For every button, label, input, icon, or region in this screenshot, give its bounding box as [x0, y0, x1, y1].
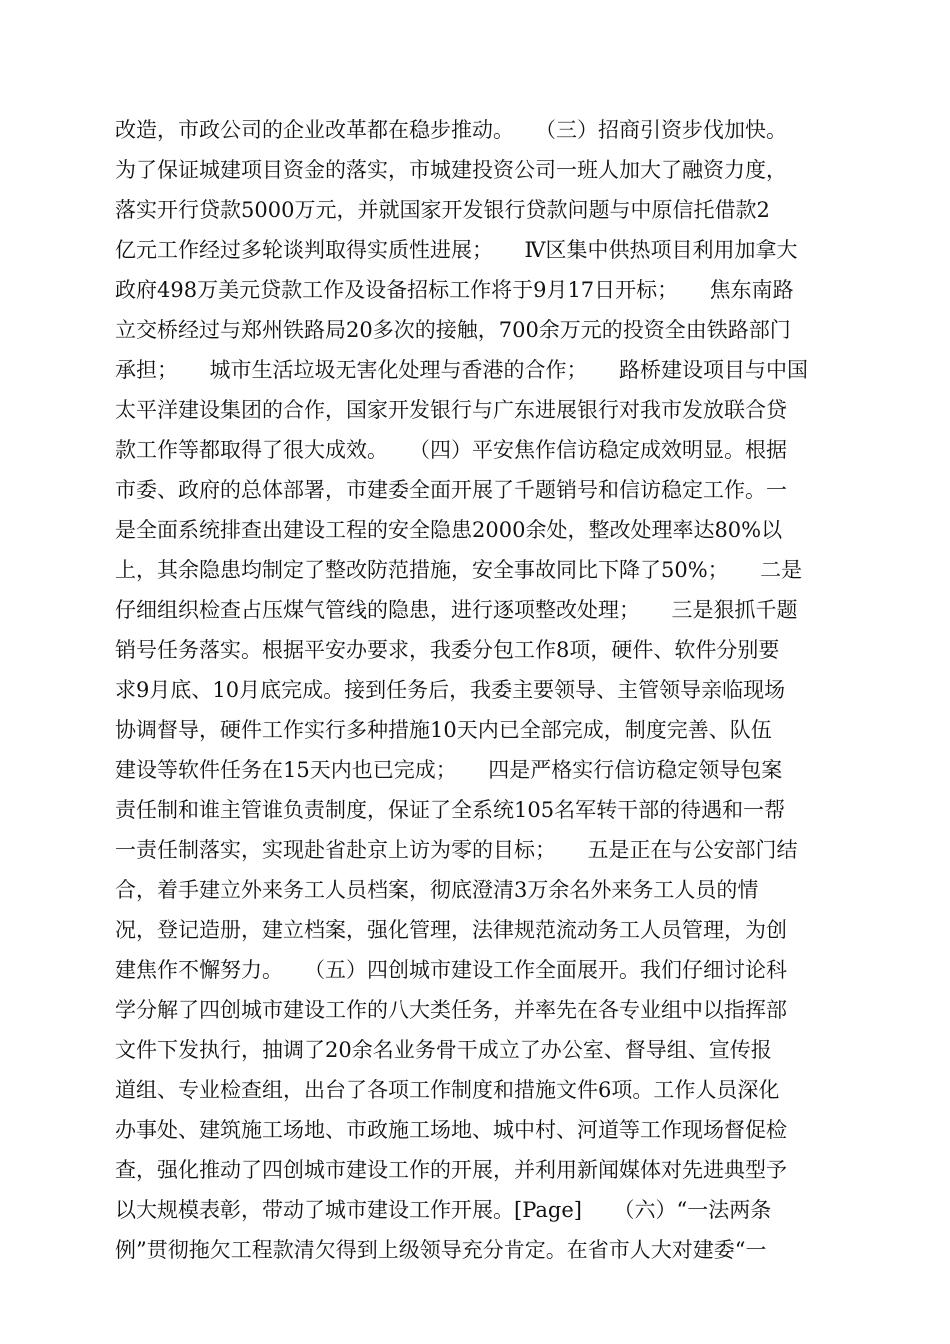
text-line-18: 责任制和谁主管谁负责制度，保证了全系统105名军转干部的待遇和一帮 [115, 798, 786, 822]
text-line-6: 立交桥经过与郑州铁路局20多次的接触，700余万元的投资全由铁路部门 [115, 318, 791, 342]
body-text [115, 110, 835, 1270]
text-line-25: 道组、专业检查组，出台了各项工作制度和措施文件6项。工作人员深化 [115, 1078, 780, 1102]
text-line-1: 改造，市政公司的企业改革都在稳步推动。 （三）招商引资步伐加快。 [115, 118, 787, 142]
text-line-4: 亿元工作经过多轮谈判取得实质性进展； Ⅳ区集中供热项目利用加拿大 [115, 238, 798, 262]
text-line-5: 政府498万美元贷款工作及设备招标工作将于9月17日开标； 焦东南路 [115, 278, 794, 302]
text-line-20: 合，着手建立外来务工人员档案，彻底澄清3万余名外来务工人员的情 [115, 878, 759, 902]
text-line-21: 况，登记造册，建立档案，强化管理，法律规范流动务工人员管理，为创 [115, 918, 787, 942]
text-line-11: 是全面系统排查出建设工程的安全隐患2000余处，整改处理率达80%以 [115, 518, 783, 542]
text-line-7: 承担； 城市生活垃圾无害化处理与香港的合作； 路桥建设项目与中国 [115, 358, 808, 382]
text-line-10: 市委、政府的总体部署，市建委全面开展了千题销号和信访稳定工作。一 [115, 478, 787, 502]
text-line-19: 一责任制落实，实现赴省赴京上访为零的目标； 五是正在与公安部门结 [115, 838, 798, 862]
text-line-12: 上，其余隐患均制定了整改防范措施，安全事故同比下降了50%； 二是 [115, 558, 803, 582]
text-line-16: 协调督导，硬件工作实行多种措施10天内已全部完成，制度完善、队伍 [115, 718, 772, 742]
text-line-9: 款工作等都取得了很大成效。 （四）平安焦作信访稳定成效明显。根据 [115, 438, 787, 462]
text-line-8: 太平洋建设集团的合作，国家开发银行与广东进展银行对我市发放联合贷 [115, 398, 787, 422]
text-line-22: 建焦作不懈努力。 （五）四创城市建设工作全面展开。我们仔细讨论科 [115, 958, 787, 982]
text-line-27: 查，强化推动了四创城市建设工作的开展，并利用新闻媒体对先进典型予 [115, 1158, 787, 1182]
text-line-2: 为了保证城建项目资金的落实，市城建投资公司一班人加大了融资力度， [115, 158, 787, 182]
text-line-14: 销号任务落实。根据平安办要求，我委分包工作8项，硬件、软件分别要 [115, 638, 780, 662]
text-line-15: 求9月底、10月底完成。接到任务后，我委主要领导、主管领导亲临现场 [115, 678, 786, 702]
text-line-29: 例”贯彻拖欠工程款清欠得到上级领导充分肯定。在省市人大对建委“一 [115, 1238, 767, 1262]
text-line-24: 文件下发执行，抽调了20余名业务骨干成立了办公室、督导组、宣传报 [115, 1038, 772, 1062]
text-line-23: 学分解了四创城市建设工作的八大类任务，并率先在各专业组中以指挥部 [115, 998, 787, 1022]
text-line-28: 以大规模表彰，带动了城市建设工作开展。[Page] （六）“一法两条 [115, 1198, 772, 1222]
text-line-26: 办事处、建筑施工场地、市政施工场地、城中村、河道等工作现场督促检 [115, 1118, 787, 1142]
text-line-13: 仔细组织检查占压煤气管线的隐患，进行逐项整改处理； 三是狠抓千题 [115, 598, 798, 622]
text-line-17: 建设等软件任务在15天内也已完成； 四是严格实行信访稳定领导包案 [115, 758, 783, 782]
text-line-3: 落实开行贷款5000万元，并就国家开发银行贷款问题与中原信托借款2 [115, 198, 770, 222]
